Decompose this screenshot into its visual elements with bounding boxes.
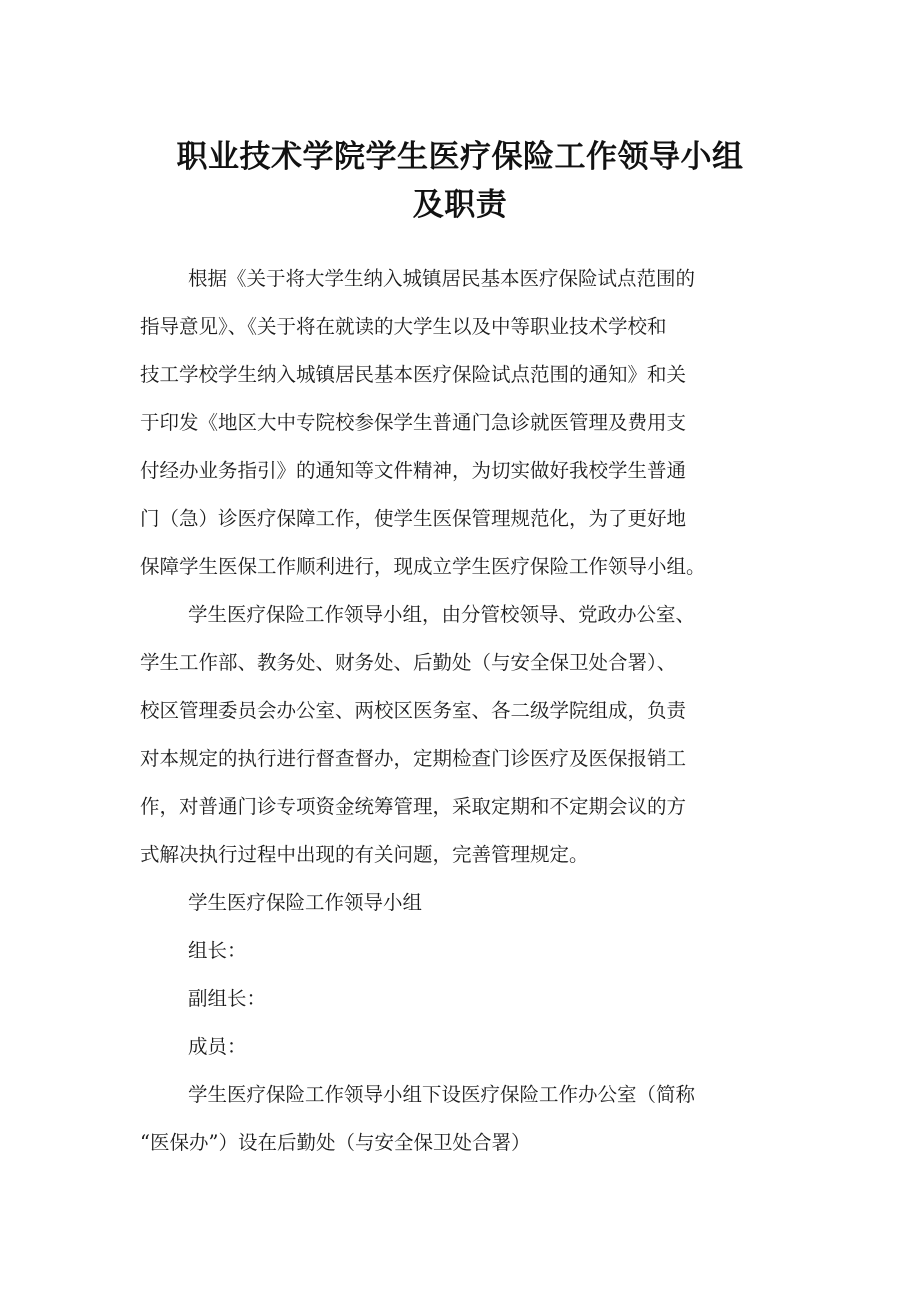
paragraph-2-line: 校区管理委员会办公室、两校区医务室、各二级学院组成，负责 <box>140 699 687 722</box>
paragraph-1-line: 保障学生医保工作顺利进行，现成立学生医疗保险工作领导小组。 <box>140 555 706 578</box>
group-heading: 学生医疗保险工作领导小组 <box>188 891 423 914</box>
paragraph-1-line: 付经办业务指引》的通知等文件精神，为切实做好我校学生普通 <box>140 459 687 482</box>
deputy-leader-label: 副组长： <box>188 987 267 1010</box>
paragraph-2-line: 式解决执行过程中出现的有关问题，完善管理规定。 <box>140 843 589 866</box>
paragraph-1-line: 指导意见》、《关于将在就读的大学生以及中等职业技术学校和 <box>140 315 667 338</box>
paragraph-3-line: “医保办”）设在后勤处（与安全保卫处合署） <box>140 1131 531 1154</box>
paragraph-1-line: 门（急）诊医疗保障工作，使学生医保管理规范化，为了更好地 <box>140 507 687 530</box>
paragraph-1-line: 于印发《地区大中专院校参保学生普通门急诊就医管理及费用支 <box>140 411 687 434</box>
document-title-line-1: 职业技术学院学生医疗保险工作领导小组 <box>176 139 744 175</box>
paragraph-2-line: 作，对普通门诊专项资金统筹管理，采取定期和不定期会议的方 <box>140 795 687 818</box>
paragraph-3-line: 学生医疗保险工作领导小组下设医疗保险工作办公室（简称 <box>188 1083 696 1106</box>
paragraph-2-line: 学生医疗保险工作领导小组，由分管校领导、党政办公室、 <box>188 603 696 626</box>
paragraph-1-line: 技工学校学生纳入城镇居民基本医疗保险试点范围的通知》和关 <box>140 363 687 386</box>
members-label: 成员： <box>188 1035 247 1058</box>
paragraph-1-line: 根据《关于将大学生纳入城镇居民基本医疗保险试点范围的 <box>188 267 696 290</box>
paragraph-2-line: 学生工作部、教务处、财务处、后勤处（与安全保卫处合署）、 <box>140 651 677 674</box>
paragraph-2-line: 对本规定的执行进行督查督办，定期检查门诊医疗及医保报销工 <box>140 747 687 770</box>
leader-label: 组长： <box>188 939 247 962</box>
document-title-line-2: 及职责 <box>412 187 508 223</box>
